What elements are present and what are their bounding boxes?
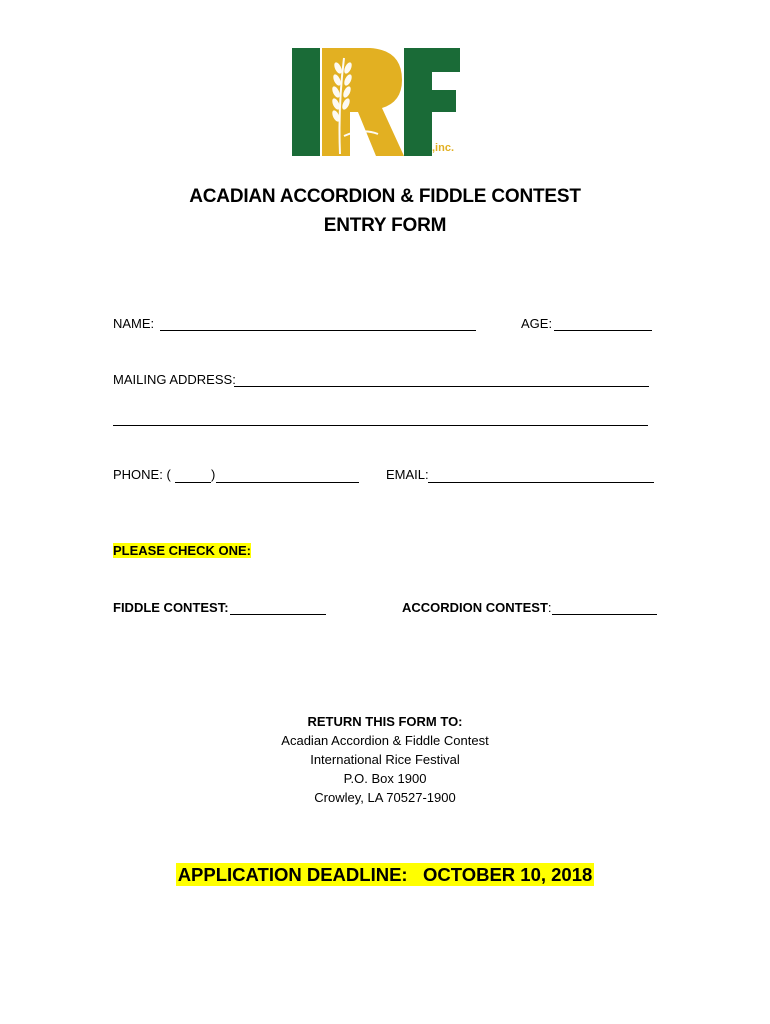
phone-number-field[interactable] <box>216 482 359 483</box>
name-label: NAME: <box>113 316 155 331</box>
name-field[interactable] <box>160 330 476 331</box>
return-line-4: Crowley, LA 70527-1900 <box>314 790 456 805</box>
return-line-1: Acadian Accordion & Fiddle Contest <box>281 733 489 748</box>
phone-paren-close: ) <box>211 467 216 482</box>
logo-suffix: ,inc. <box>432 142 455 154</box>
fiddle-contest-checkbox[interactable] <box>230 614 326 615</box>
return-line-3: P.O. Box 1900 <box>343 771 427 786</box>
irf-logo <box>292 46 464 158</box>
phone-label: PHONE: ( <box>113 467 171 482</box>
mailing-address-field-line2[interactable] <box>113 425 648 426</box>
form-subtitle: ENTRY FORM <box>323 215 447 236</box>
application-deadline: APPLICATION DEADLINE: OCTOBER 10, 2018 <box>177 864 593 885</box>
accordion-contest-colon: : <box>547 600 552 615</box>
fiddle-contest-label: FIDDLE CONTEST: <box>113 600 229 615</box>
accordion-contest-label: ACCORDION CONTEST <box>402 600 548 615</box>
deadline-banner <box>0 864 770 886</box>
accordion-contest-checkbox[interactable] <box>552 614 657 615</box>
return-heading: RETURN THIS FORM TO: <box>307 714 463 729</box>
email-label: EMAIL: <box>386 467 429 482</box>
age-field[interactable] <box>554 330 652 331</box>
email-field[interactable] <box>428 482 654 483</box>
mailing-address-label: MAILING ADDRESS: <box>113 372 236 387</box>
age-label: AGE: <box>521 316 553 331</box>
mailing-address-field[interactable] <box>234 386 649 387</box>
check-one-heading: PLEASE CHECK ONE: <box>113 543 251 558</box>
return-line-2: International Rice Festival <box>310 752 460 767</box>
accordion-contest-label-group <box>402 600 552 615</box>
phone-area-code-field[interactable] <box>175 482 211 483</box>
form-title: ACADIAN ACCORDION & FIDDLE CONTEST <box>189 186 581 207</box>
